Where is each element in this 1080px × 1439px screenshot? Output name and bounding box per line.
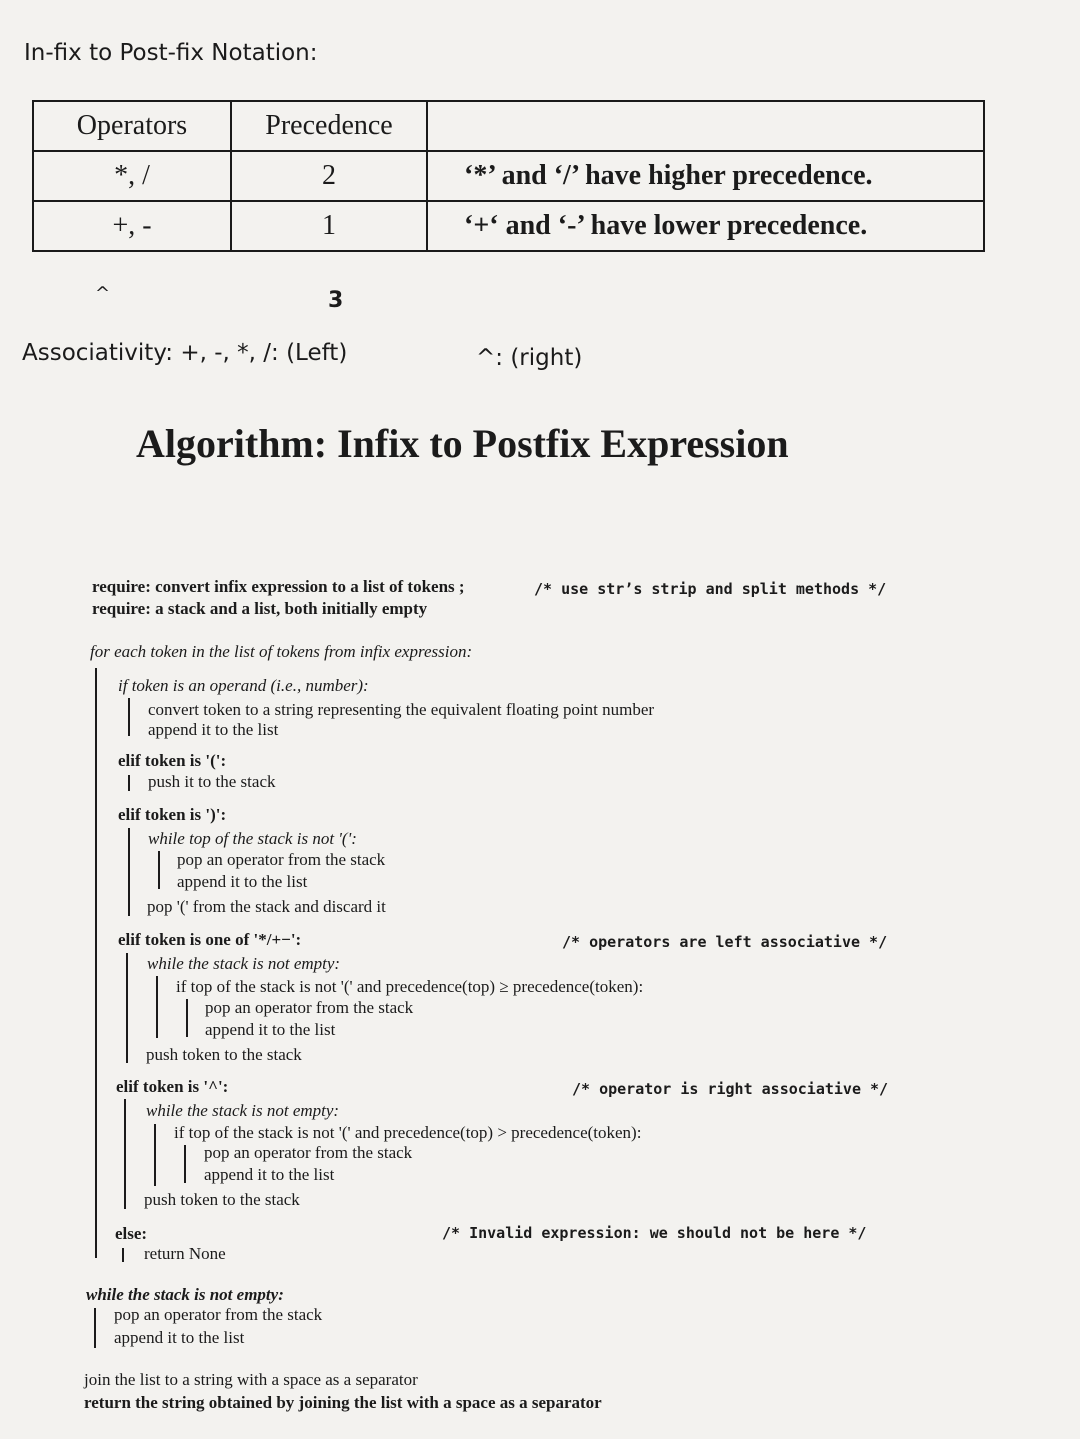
header-notes: [427, 101, 984, 151]
comment-line: /* use str’s strip and split methods */: [534, 580, 887, 598]
algo-line: pop an operator from the stack: [114, 1305, 323, 1324]
algo-line: return None: [144, 1244, 226, 1263]
algo-line: join the list to a string with a space as a separator: [84, 1370, 418, 1389]
table-header-row: [33, 101, 984, 151]
algo-line: elif token is ')':: [118, 805, 227, 824]
algo-line: for each token in the list of tokens from infix expression:: [90, 642, 473, 661]
algo-line: if token is an operand (i.e., number):: [118, 676, 369, 695]
block-bar: [154, 1124, 156, 1186]
block-bar: [95, 668, 97, 1258]
algo-line: push token to the stack: [146, 1045, 302, 1064]
row-precedence: 1: [231, 201, 427, 251]
algo-line: return the string obtained by joining the list with a space as a separator: [84, 1393, 602, 1412]
block-bar: [128, 775, 130, 791]
block-bar: [128, 698, 130, 736]
associativity-right: ^: (right): [476, 345, 583, 371]
algo-line: append it to the list: [148, 720, 279, 739]
algo-line: pop '(' from the stack and discard it: [147, 897, 386, 916]
algo-line: elif token is '^':: [116, 1077, 229, 1096]
header-operators: Operators: [33, 101, 231, 151]
row-note: ‘*’ and ‘/’ have higher precedence.: [427, 151, 984, 201]
header-precedence: Precedence: [231, 101, 427, 151]
page-heading: In-fix to Post-fix Notation:: [24, 40, 318, 66]
row-note: ‘+‘ and ‘-’ have lower precedence.: [427, 201, 984, 251]
block-bar: [158, 851, 160, 889]
require-line: require: convert infix expression to a list of tokens ;: [92, 577, 465, 596]
comment-line: /* Invalid expression: we should not be here */: [442, 1224, 867, 1242]
table-row: [33, 201, 984, 251]
algo-line: push it to the stack: [148, 772, 276, 791]
algo-line: while the stack is not empty:: [86, 1285, 284, 1304]
algo-line: append it to the list: [204, 1165, 335, 1184]
algo-line: while the stack is not empty:: [146, 1101, 340, 1120]
algo-line: push token to the stack: [144, 1190, 300, 1209]
block-bar: [156, 976, 158, 1038]
comment-line: /* operator is right associative */: [572, 1080, 889, 1098]
row-precedence: 2: [231, 151, 427, 201]
block-bar: [128, 828, 130, 916]
algo-line: pop an operator from the stack: [177, 850, 386, 869]
algo-line: append it to the list: [205, 1020, 336, 1039]
extra-precedence: 3: [328, 288, 344, 313]
row-operators: +, -: [33, 201, 231, 251]
comment-line: /* operators are left associative */: [562, 933, 888, 951]
block-bar: [186, 999, 188, 1037]
associativity-left: Associativity: +, -, *, /: (Left): [22, 340, 348, 366]
algo-line: if top of the stack is not '(' and precedence(top) > precedence(token):: [174, 1123, 642, 1142]
extra-operator: ^: [95, 283, 111, 304]
algo-line: else:: [115, 1224, 148, 1243]
algo-line: elif token is '(':: [118, 751, 227, 770]
block-bar: [124, 1099, 126, 1209]
algo-line: pop an operator from the stack: [205, 998, 414, 1017]
algo-line: while top of the stack is not '(':: [148, 829, 357, 848]
algorithm-title: Algorithm: Infix to Postfix Expression: [136, 421, 789, 466]
block-bar: [126, 953, 128, 1063]
block-bar: [122, 1248, 124, 1262]
require-line: require: a stack and a list, both initially empty: [92, 599, 428, 618]
algo-line: append it to the list: [114, 1328, 245, 1347]
block-bar: [184, 1145, 186, 1183]
algo-line: while the stack is not empty:: [147, 954, 341, 973]
algo-line: elif token is one of '*/+−':: [118, 930, 302, 949]
algo-line: append it to the list: [177, 872, 308, 891]
algo-line: if top of the stack is not '(' and precedence(top) ≥ precedence(token):: [176, 977, 644, 996]
precedence-table: [32, 100, 985, 252]
row-operators: *, /: [33, 151, 231, 201]
algo-line: pop an operator from the stack: [204, 1143, 413, 1162]
table-row: [33, 151, 984, 201]
algo-line: convert token to a string representing the equivalent floating point number: [148, 700, 655, 719]
block-bar: [94, 1308, 96, 1348]
